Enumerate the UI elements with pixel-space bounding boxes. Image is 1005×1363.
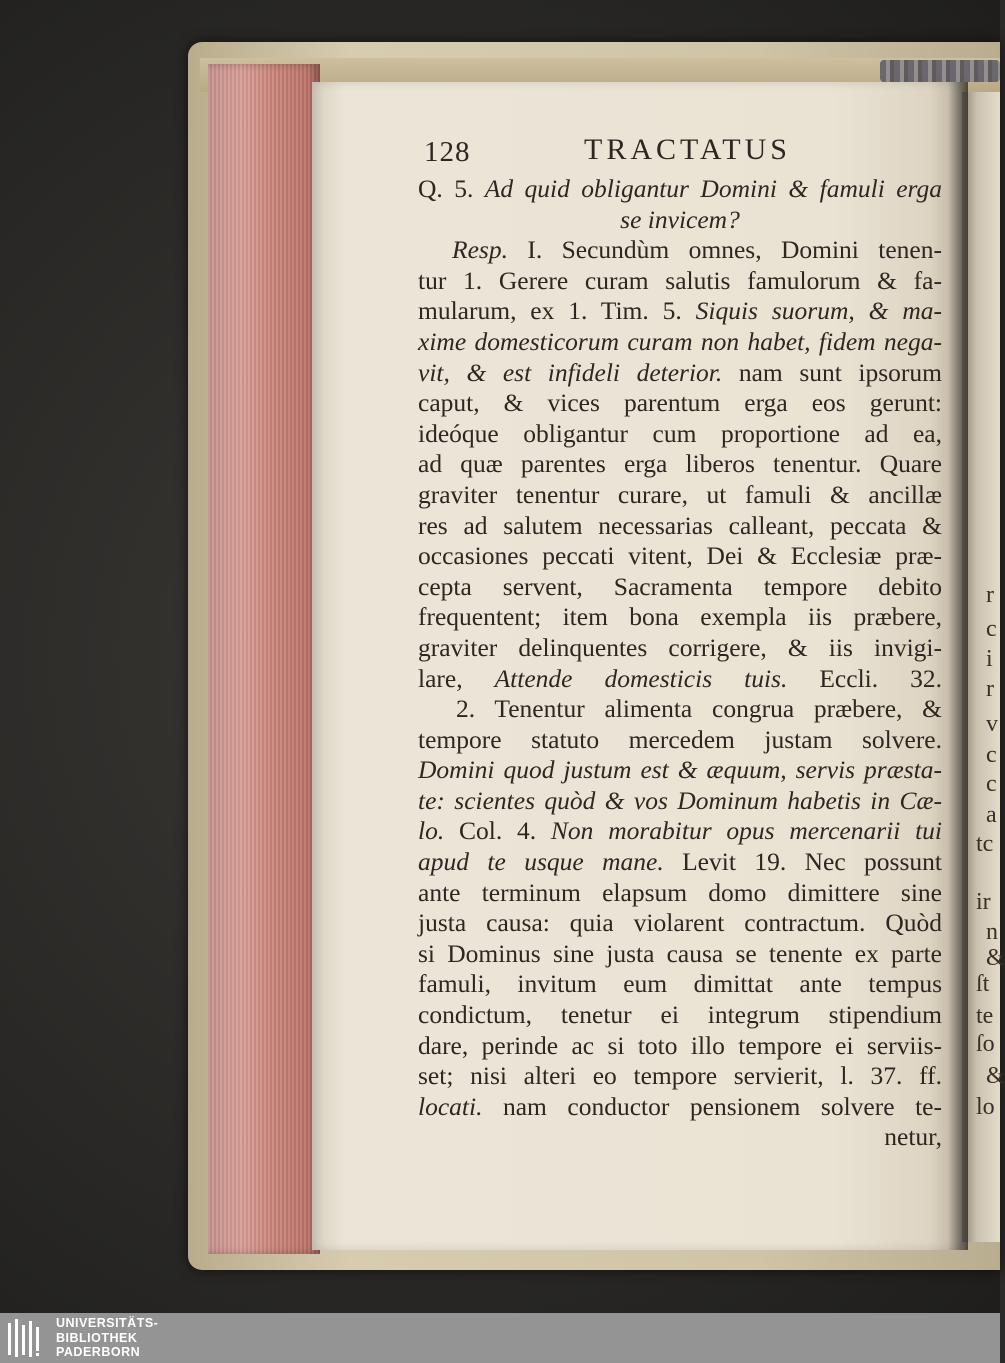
text-run: tur 1. Gerere curam salutis famulorum & fa- [418,265,942,295]
facing-page-fragment: c [986,616,997,642]
text-run: nam conductor pensionem solvere te- [482,1091,942,1121]
text-line [418,878,942,909]
text-lines [418,174,942,1153]
italic-text-run: xime domesticorum curam non habet, fidem nega- [418,326,942,356]
text-line [418,296,942,327]
text-run: tempore statuto mercedem justam solvere. [418,724,942,754]
italic-text-run: te: scientes quòd & vos Dominum habetis in Cæ- [418,785,942,815]
text-run: occasiones peccati vitent, Dei & Ecclesiæ præ- [418,541,942,571]
text-run: dare, perinde ac si toto illo tempore ei serviis- [418,1030,942,1060]
facing-page-fragment: v [986,711,998,737]
text-line [418,694,942,725]
text-line [418,633,942,664]
text-run: res ad salutem necessarias calleant, peccata & [418,510,942,540]
italic-text-run: Resp. [452,235,508,265]
facing-page-fragment: ir [976,889,991,915]
text-line [418,327,942,358]
text-line [418,786,942,817]
text-run: netur, [884,1122,942,1152]
text-line [418,449,942,480]
text-line [418,572,942,603]
text-line [418,969,942,1000]
italic-text-run: Domini quod justum est & æquum, servis præsta- [418,755,942,785]
text-run: cepta servent, Sacramenta tempore debito [418,571,942,601]
italic-text-run: se invicem? [620,204,740,234]
facing-page-fragment: c [986,771,997,797]
text-line [418,358,942,389]
text-line [418,847,942,878]
text-run: Eccli. 32. [787,663,942,693]
page-edges [208,64,320,1254]
page-number: 128 [424,136,471,168]
text-line [418,725,942,756]
text-run: mularum, ex 1. Tim. 5. [418,296,696,326]
library-name-line3: PADERBORN [56,1345,141,1359]
facing-page-fragment: & [986,945,1005,971]
text-line [418,602,942,633]
text-run: caput, & vices parentum erga eos gerunt: [418,388,942,418]
text-run: justa causa: quia violarent contractum. Quòd [418,908,942,938]
facing-page-fragment: & [986,1063,1005,1089]
facing-page-fragment: tc [976,831,994,857]
text-line [418,419,942,450]
italic-text-run: Non morabitur opus mercenarii tui [550,816,942,846]
text-line [418,511,942,542]
text-run: frequentent; item bona exempla iis præbere, [418,602,942,632]
gutter-shadow [948,82,968,1250]
text-run: condictum, tenetur ei integrum stipendium [418,1000,942,1030]
text-run: graviter tenentur curare, ut famuli & ancillæ [418,479,942,509]
text-line [418,1092,942,1123]
text-line [418,1031,942,1062]
text-run: Q. 5. [418,174,485,203]
facing-page-fragment: i [986,646,993,672]
text-line [418,664,942,695]
text-run: famuli, invitum eum dimittat ante tempus [418,969,942,999]
text-line [418,174,942,205]
page-header [424,128,942,174]
text-run: nam sunt ipsorum [722,357,943,387]
text-run: ideóque obligantur cum proportione ad ea, [418,418,942,448]
italic-text-run: Ad quid obligantur Domini & famuli erga [484,174,942,203]
facing-page-fragment: r [986,676,994,702]
text-run: I. Secundùm omnes, Domini tenen- [507,235,942,265]
text-line [418,1000,942,1031]
facing-page-fragment: ſt [976,971,990,997]
facing-page-fragment: ſo [976,1031,995,1057]
text-line [418,541,942,572]
university-library-logo-icon [6,1317,46,1359]
facing-page-fragment: lo [976,1094,995,1120]
italic-text-run: vit, & est infideli deterior. [418,357,723,387]
library-name-line1: UNIVERSITÄTS- [56,1316,159,1330]
text-line [418,939,942,970]
library-footer [0,1313,1000,1363]
text-line [418,205,942,236]
text-line [418,908,942,939]
facing-page-fragment: a [986,802,997,828]
italic-text-run: locati. [418,1091,483,1121]
text-line [418,266,942,297]
italic-text-run: Attende domesticis tuis. [494,663,788,693]
facing-page-fragment: te [976,1003,994,1029]
text-run: si Dominus sine justa causa se tenente ex parte [418,938,942,968]
page-text [418,128,942,1153]
text-line [418,816,942,847]
running-title: TRACTATUS [584,133,791,166]
text-line [418,480,942,511]
text-line [418,755,942,786]
italic-text-run: lo. [418,816,445,846]
text-run: lare, [418,663,495,693]
text-run: graviter delinquentes corrigere, & iis invigi- [418,632,942,662]
text-run: 2. Tenentur alimenta congrua præbere, & [456,694,942,724]
text-run: ad quæ parentes erga liberos tenentur. Quare [418,449,942,479]
italic-text-run: apud te usque mane. [418,847,664,877]
text-run: ante terminum elapsum domo dimittere sine [418,877,942,907]
text-line [418,1061,942,1092]
text-line [418,235,942,266]
facing-page-fragment: c [986,742,997,768]
facing-page-fragment: n [986,919,998,945]
facing-page-fragment: r [986,582,994,608]
library-name-line2: BIBLIOTHEK [56,1330,138,1345]
text-line [418,1122,942,1153]
text-run: Levit 19. Nec possunt [663,847,942,877]
text-run: Col. 4. [444,816,551,846]
headband [880,60,1000,82]
text-run: set; nisi alteri eo tempore servierit, l. 37. ff. [418,1061,942,1091]
library-name [56,1316,158,1360]
text-line [418,388,942,419]
italic-text-run: Siquis suorum, & ma- [695,296,942,326]
